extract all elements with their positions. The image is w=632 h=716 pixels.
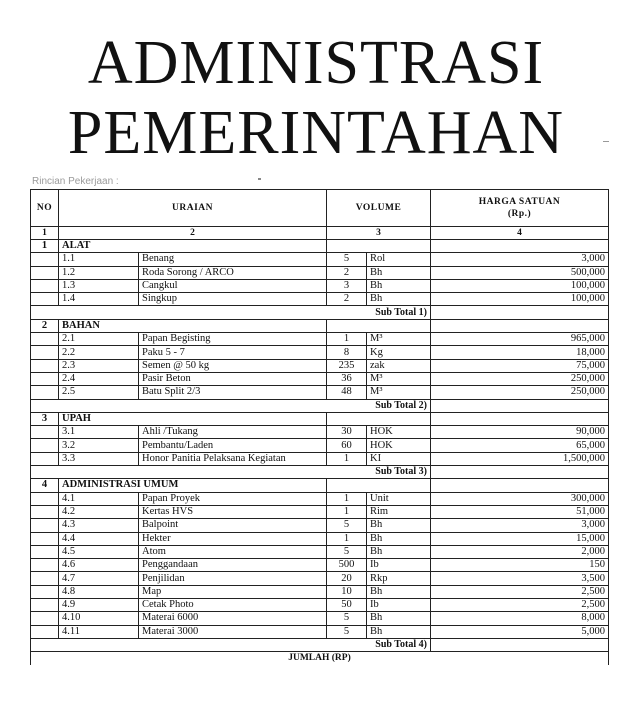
item-code: 4.1	[59, 492, 139, 505]
table-row	[31, 279, 609, 292]
section-number: 4	[31, 479, 59, 492]
item-code: 1.3	[59, 279, 139, 292]
section-name: BAHAN	[59, 319, 327, 332]
section-header-row	[31, 240, 609, 253]
item-unit: Bh	[367, 532, 431, 545]
table-row	[31, 505, 609, 518]
header-harga-satuan	[431, 190, 609, 227]
item-description: Map	[139, 585, 327, 598]
item-code: 2.1	[59, 333, 139, 346]
item-code: 3.3	[59, 452, 139, 465]
faint-caption: Rincian Pekerjaan :	[32, 176, 119, 187]
column-number: 4	[431, 227, 609, 240]
item-unit: Kg	[367, 346, 431, 359]
item-quantity: 48	[327, 386, 367, 399]
item-unit-price: 75,000	[431, 359, 609, 372]
item-description: Atom	[139, 545, 327, 558]
item-unit: Unit	[367, 492, 431, 505]
item-unit: Bh	[367, 279, 431, 292]
subtotal-label: Sub Total 4)	[31, 638, 431, 651]
subtotal-value	[431, 638, 609, 651]
empty-cell	[31, 439, 59, 452]
item-quantity: 1	[327, 452, 367, 465]
item-description: Kertas HVS	[139, 505, 327, 518]
item-unit: Bh	[367, 293, 431, 306]
item-unit-price: 250,000	[431, 386, 609, 399]
empty-cell	[31, 293, 59, 306]
table-row	[31, 386, 609, 399]
column-number-row	[31, 227, 609, 240]
item-quantity: 8	[327, 346, 367, 359]
item-description: Pasir Beton	[139, 372, 327, 385]
item-unit: Bh	[367, 585, 431, 598]
empty-cell	[31, 505, 59, 518]
item-description: Paku 5 - 7	[139, 346, 327, 359]
empty-cell	[327, 412, 431, 425]
item-unit: Bh	[367, 266, 431, 279]
table-row	[31, 572, 609, 585]
item-code: 4.2	[59, 505, 139, 518]
item-unit-price: 500,000	[431, 266, 609, 279]
item-unit: M³	[367, 372, 431, 385]
item-code: 3.1	[59, 426, 139, 439]
page-title-line-2: PEMERINTAHAN	[67, 99, 565, 167]
empty-cell	[31, 333, 59, 346]
column-number: 3	[327, 227, 431, 240]
table-header-row	[31, 190, 609, 227]
table-row	[31, 585, 609, 598]
item-unit: Bh	[367, 545, 431, 558]
item-unit-price: 8,000	[431, 612, 609, 625]
section-number: 1	[31, 240, 59, 253]
item-description: Cangkul	[139, 279, 327, 292]
section-number: 2	[31, 319, 59, 332]
table-row	[31, 253, 609, 266]
item-description: Materai 6000	[139, 612, 327, 625]
empty-cell	[327, 479, 431, 492]
item-unit: Bh	[367, 519, 431, 532]
section-number: 3	[31, 412, 59, 425]
item-quantity: 3	[327, 279, 367, 292]
section-header-row	[31, 319, 609, 332]
total-row	[31, 652, 609, 665]
item-quantity: 235	[327, 359, 367, 372]
item-unit: M³	[367, 333, 431, 346]
item-unit-price: 15,000	[431, 532, 609, 545]
item-unit-price: 150	[431, 559, 609, 572]
item-unit-price: 3,000	[431, 519, 609, 532]
empty-cell	[31, 559, 59, 572]
subtotal-label: Sub Total 2)	[31, 399, 431, 412]
item-unit-price: 250,000	[431, 372, 609, 385]
empty-cell	[31, 346, 59, 359]
subtotal-row	[31, 638, 609, 651]
empty-cell	[31, 625, 59, 638]
item-quantity: 1	[327, 492, 367, 505]
item-code: 4.10	[59, 612, 139, 625]
item-description: Papan Begisting	[139, 333, 327, 346]
item-code: 4.6	[59, 559, 139, 572]
item-unit-price: 2,500	[431, 585, 609, 598]
item-unit-price: 65,000	[431, 439, 609, 452]
empty-cell	[31, 612, 59, 625]
empty-cell	[31, 519, 59, 532]
item-unit-price: 3,000	[431, 253, 609, 266]
item-description: Benang	[139, 253, 327, 266]
item-quantity: 60	[327, 439, 367, 452]
empty-cell	[431, 240, 609, 253]
table-row	[31, 612, 609, 625]
table-row	[31, 452, 609, 465]
budget-table	[30, 189, 609, 665]
item-description: Batu Split 2/3	[139, 386, 327, 399]
table-row	[31, 293, 609, 306]
empty-cell	[31, 452, 59, 465]
item-code: 4.7	[59, 572, 139, 585]
table-row	[31, 372, 609, 385]
section-header-row	[31, 479, 609, 492]
subtotal-row	[31, 306, 609, 319]
item-unit: HOK	[367, 439, 431, 452]
subtotal-label: Sub Total 3)	[31, 466, 431, 479]
empty-cell	[431, 479, 609, 492]
item-unit: zak	[367, 359, 431, 372]
item-code: 4.3	[59, 519, 139, 532]
item-code: 2.3	[59, 359, 139, 372]
empty-cell	[31, 386, 59, 399]
column-number: 1	[31, 227, 59, 240]
item-unit-price: 1,500,000	[431, 452, 609, 465]
empty-cell	[31, 532, 59, 545]
item-unit-price: 965,000	[431, 333, 609, 346]
item-unit-price: 3,500	[431, 572, 609, 585]
item-code: 4.11	[59, 625, 139, 638]
table-row	[31, 545, 609, 558]
section-header-row	[31, 412, 609, 425]
item-unit: Rkp	[367, 572, 431, 585]
empty-cell	[31, 599, 59, 612]
item-quantity: 1	[327, 333, 367, 346]
item-unit: Rim	[367, 505, 431, 518]
item-unit-price: 5,000	[431, 625, 609, 638]
item-unit: Ib	[367, 559, 431, 572]
scan-artifact	[603, 141, 609, 142]
item-unit-price: 51,000	[431, 505, 609, 518]
table-row	[31, 333, 609, 346]
section-name: ALAT	[59, 240, 327, 253]
empty-cell	[31, 279, 59, 292]
item-quantity: 1	[327, 532, 367, 545]
table-row	[31, 519, 609, 532]
item-description: Roda Sorong / ARCO	[139, 266, 327, 279]
item-description: Honor Panitia Pelaksana Kegiatan	[139, 452, 327, 465]
item-quantity: 5	[327, 545, 367, 558]
item-unit: M³	[367, 386, 431, 399]
item-description: Materai 3000	[139, 625, 327, 638]
empty-cell	[31, 359, 59, 372]
item-description: Penggandaan	[139, 559, 327, 572]
item-unit: Bh	[367, 625, 431, 638]
item-quantity: 1	[327, 505, 367, 518]
item-unit: Bh	[367, 612, 431, 625]
item-code: 1.1	[59, 253, 139, 266]
empty-cell	[31, 572, 59, 585]
item-description: Papan Proyek	[139, 492, 327, 505]
empty-cell	[31, 492, 59, 505]
table-row	[31, 599, 609, 612]
header-uraian: URAIAN	[59, 190, 327, 227]
item-unit-price: 2,500	[431, 599, 609, 612]
empty-cell	[31, 266, 59, 279]
table-row	[31, 559, 609, 572]
item-code: 2.4	[59, 372, 139, 385]
subtotal-value	[431, 399, 609, 412]
item-description: Cetak Photo	[139, 599, 327, 612]
column-number: 2	[59, 227, 327, 240]
item-quantity: 30	[327, 426, 367, 439]
empty-cell	[431, 412, 609, 425]
item-unit: KI	[367, 452, 431, 465]
item-code: 1.2	[59, 266, 139, 279]
item-quantity: 5	[327, 519, 367, 532]
item-quantity: 5	[327, 612, 367, 625]
item-quantity: 10	[327, 585, 367, 598]
header-volume: VOLUME	[327, 190, 431, 227]
item-quantity: 5	[327, 625, 367, 638]
item-description: Pembantu/Laden	[139, 439, 327, 452]
item-code: 4.4	[59, 532, 139, 545]
empty-cell	[327, 319, 431, 332]
item-quantity: 5	[327, 253, 367, 266]
item-code: 4.5	[59, 545, 139, 558]
subtotal-row	[31, 466, 609, 479]
table-row	[31, 266, 609, 279]
empty-cell	[327, 240, 431, 253]
empty-cell	[431, 319, 609, 332]
empty-cell	[31, 545, 59, 558]
item-quantity: 500	[327, 559, 367, 572]
item-unit-price: 18,000	[431, 346, 609, 359]
empty-cell	[31, 426, 59, 439]
empty-cell	[31, 253, 59, 266]
empty-cell	[31, 585, 59, 598]
page-title-line-1: ADMINISTRASI	[87, 29, 545, 97]
item-description: Singkup	[139, 293, 327, 306]
item-description: Balpoint	[139, 519, 327, 532]
item-code: 2.5	[59, 386, 139, 399]
section-name: ADMINISTRASI UMUM	[59, 479, 327, 492]
scan-artifact	[258, 178, 261, 180]
item-code: 3.2	[59, 439, 139, 452]
item-unit-price: 100,000	[431, 279, 609, 292]
subtotal-row	[31, 399, 609, 412]
table-row	[31, 346, 609, 359]
table-row	[31, 359, 609, 372]
table-row	[31, 492, 609, 505]
table-row	[31, 625, 609, 638]
item-unit-price: 100,000	[431, 293, 609, 306]
empty-cell	[31, 372, 59, 385]
item-description: Penjilidan	[139, 572, 327, 585]
subtotal-label: Sub Total 1)	[31, 306, 431, 319]
item-quantity: 50	[327, 599, 367, 612]
item-code: 1.4	[59, 293, 139, 306]
table-row	[31, 532, 609, 545]
item-quantity: 2	[327, 266, 367, 279]
item-description: Hekter	[139, 532, 327, 545]
table-row	[31, 439, 609, 452]
header-harga-label: HARGA SATUAN	[478, 197, 561, 207]
item-unit-price: 90,000	[431, 426, 609, 439]
item-quantity: 2	[327, 293, 367, 306]
subtotal-value	[431, 306, 609, 319]
item-unit: Rol	[367, 253, 431, 266]
subtotal-value	[431, 466, 609, 479]
item-unit-price: 300,000	[431, 492, 609, 505]
total-label: JUMLAH (RP)	[31, 652, 609, 665]
item-description: Semen @ 50 kg	[139, 359, 327, 372]
table-row	[31, 426, 609, 439]
header-harga-unit: (Rp.)	[507, 209, 532, 219]
item-code: 4.9	[59, 599, 139, 612]
section-name: UPAH	[59, 412, 327, 425]
item-code: 2.2	[59, 346, 139, 359]
item-quantity: 20	[327, 572, 367, 585]
item-unit: Ib	[367, 599, 431, 612]
item-quantity: 36	[327, 372, 367, 385]
header-no: NO	[31, 190, 59, 227]
item-description: Ahli /Tukang	[139, 426, 327, 439]
item-unit-price: 2,000	[431, 545, 609, 558]
item-unit: HOK	[367, 426, 431, 439]
item-code: 4.8	[59, 585, 139, 598]
